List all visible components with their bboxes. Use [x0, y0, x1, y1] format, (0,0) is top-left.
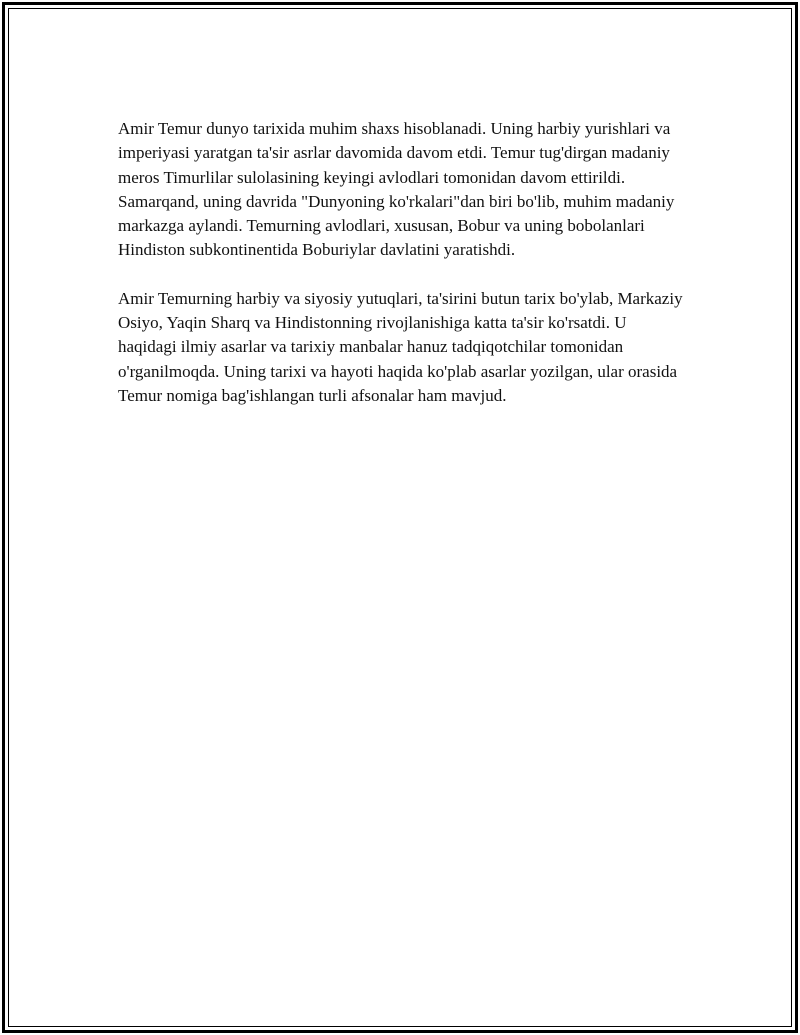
document-body — [118, 117, 688, 432]
paragraph-2: Amir Temurning harbiy va siyosiy yutuqlari, ta'sirini butun tarix bo'ylab, Markaziy Osiyo, Yaqin Sharq va Hindistonning rivojlanishiga katta ta'sir ko'rsatdi. U haqidagi ilmiy asarlar va tarixiy manbalar hanuz tadqiqotchilar tomonidan o'rganilmoqda. Uning tarixi va hayoti haqida ko'plab asarlar yozilgan, ular orasida Temur nomiga bag'ishlangan turli afsonalar ham mavjud. — [118, 288, 683, 405]
paragraph-1: Amir Temur dunyo tarixida muhim shaxs hisoblanadi. Uning harbiy yurishlari va imperiyasi yaratgan ta'sir asrlar davomida davom etdi. Temur tug'dirgan madaniy meros Timurlilar sulolasining keyingi avlodlari tomonidan davom ettirildi. Samarqand, uning davrida "Dunyoning ko'rkalari"dan biri bo'lib, muhim madaniy markazga aylandi. Temurning avlodlari, xususan, Bobur va uning bobolanlari Hindiston subkontinentida Boburiylar davlatini yaratishdi. — [118, 119, 675, 260]
